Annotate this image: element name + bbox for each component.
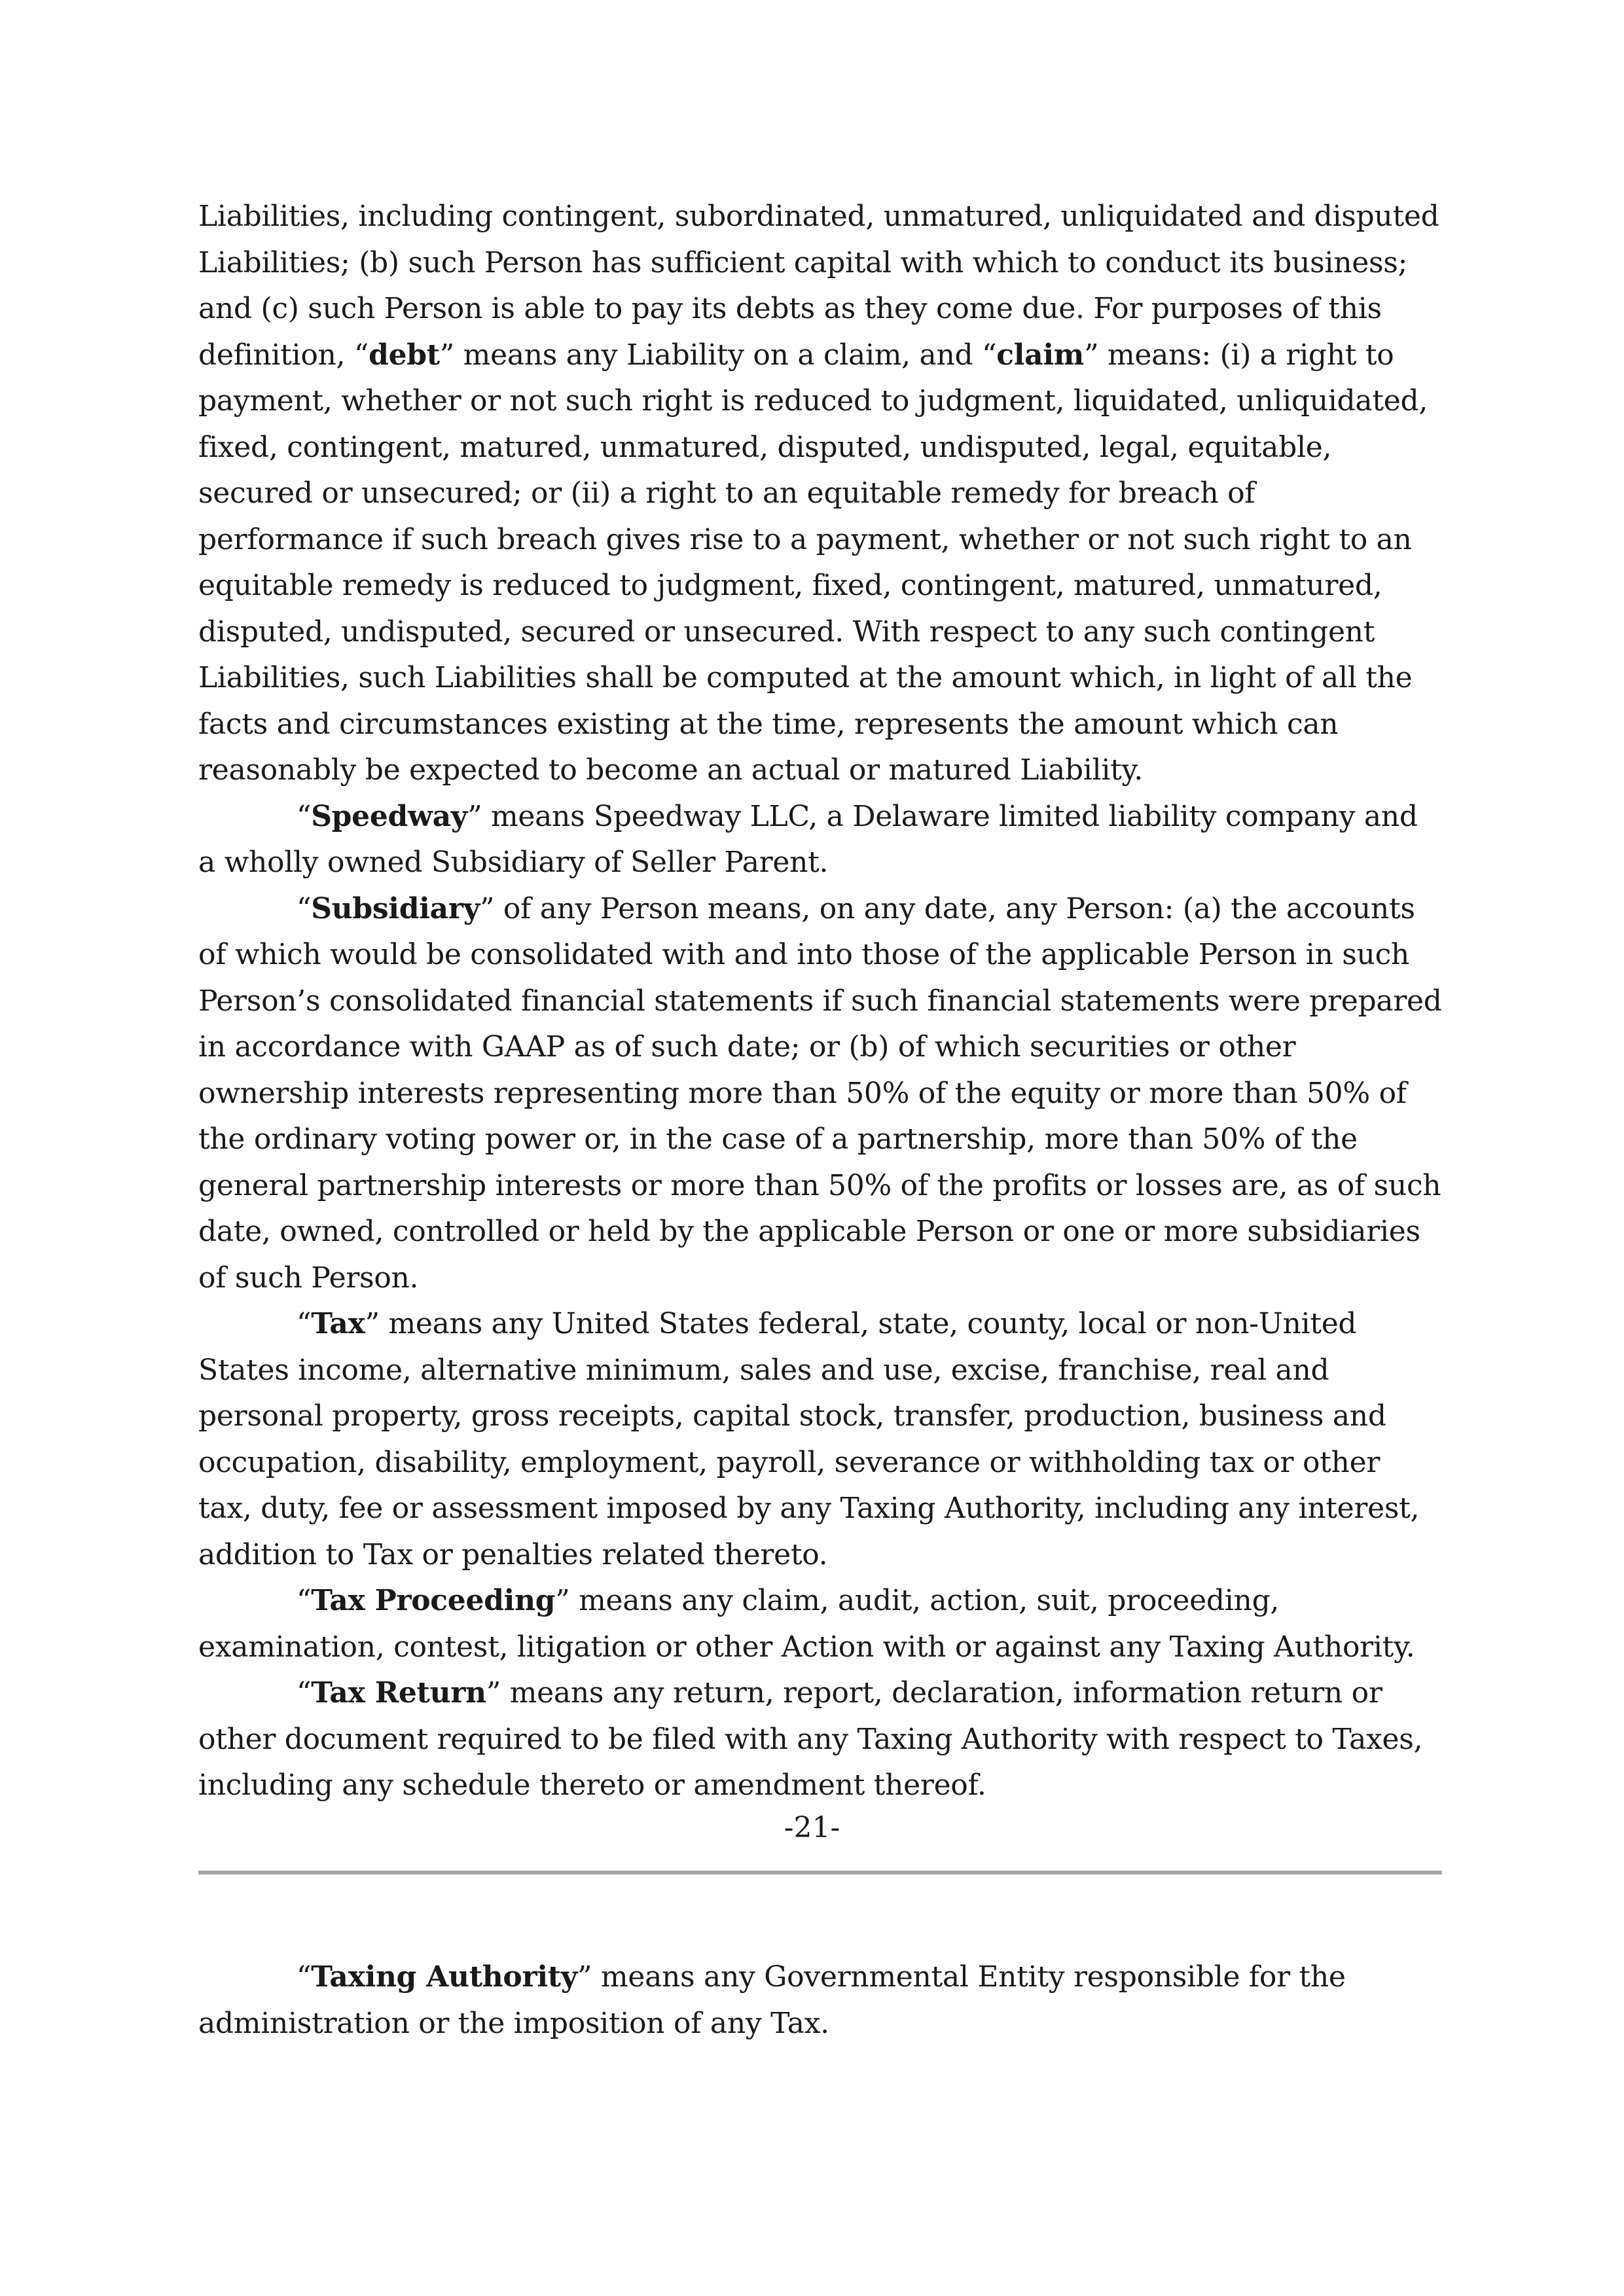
open-quote: “ [297, 1960, 312, 1994]
definition-tax [198, 1301, 1442, 1578]
open-quote: “ [297, 1307, 312, 1340]
paragraph-text: ” means any Liability on a claim, and “ [439, 338, 997, 372]
definition-body: ” of any Person means, on any date, any Person: (a) the accounts of which would be consolidated with and into those of the applicable Person in such Person’s consolidated financial statements if such financial statements were prepared in accordance with GAAP as of such date; or (b) of which securities or other ownership interests representing more than 50% of the equity or more than 50% of the ordinary voting power or, in the case of a partnership, more than 50% of the general partnership interests or more than 50% of the profits or losses are, as of such date, owned, controlled or held by the applicable Person or one or more subsidiaries of such Person. [198, 891, 1442, 1295]
defined-term-debt: debt [369, 338, 440, 372]
definition-tax-proceeding [198, 1578, 1442, 1670]
definition-body: ” means any claim, audit, action, suit, proceeding, examination, contest, litigation or other Action with or against any Taxing Authority. [198, 1584, 1415, 1664]
defined-term: Tax [311, 1307, 365, 1340]
page-top-text [198, 194, 1442, 1809]
paragraph-text: ” means: (i) a right to payment, whether or not such right is reduced to judgment, liquidated, unliquidated, fixed, contingent, matured, unmatured, disputed, undisputed, legal, equitable, secured or unsecured; or (ii) a right to an equitable remedy for breach of performance if such breach gives rise to a payment, whether or not such right to an equitable remedy is reduced to judgment, fixed, contingent, matured, unmatured, disputed, undisputed, secured or unsecured. With respect to any such contingent Liabilities, such Liabilities shall be computed at the amount which, in light of all the facts and circumstances existing at the time, represents the amount which can reasonably be expected to become an actual or matured Liability. [198, 338, 1428, 787]
definition-taxing-authority [198, 1954, 1442, 2047]
definition-body: ” means any Governmental Entity responsible for the administration or the imposition of any Tax. [198, 1960, 1346, 2040]
page-break-divider [198, 1871, 1442, 1874]
definition-body: ” means any return, report, declaration, information return or other document required to be filed with any Taxing Authority with respect to Taxes, including any schedule thereto or amendment thereof. [198, 1676, 1423, 1802]
defined-term: Taxing Authority [311, 1960, 578, 1994]
defined-term: Subsidiary [311, 891, 480, 925]
page-bottom-text [198, 1954, 1442, 2047]
continuation-paragraph [198, 194, 1442, 794]
defined-term: Tax Proceeding [311, 1584, 556, 1617]
definition-body: ” means Speedway LLC, a Delaware limited liability company and a wholly owned Subsidiary of Seller Parent. [198, 799, 1418, 879]
definition-subsidiary [198, 886, 1442, 1302]
paragraph-text: Liabilities, including contingent, subordinated, unmatured, unliquidated and disputed Liabilities; (b) such Person has sufficient capital with which to conduct its business; and (c) such Person is able to pay its debts as they come due. For purposes of this definition, “ [198, 200, 1439, 372]
open-quote: “ [297, 1676, 312, 1710]
open-quote: “ [297, 1584, 312, 1617]
open-quote: “ [297, 891, 312, 925]
defined-term: Tax Return [311, 1676, 486, 1710]
definition-tax-return [198, 1670, 1442, 1809]
definition-speedway [198, 794, 1442, 886]
defined-term-claim: claim [996, 338, 1085, 372]
definition-body: ” means any United States federal, state, county, local or non-United States income, alternative minimum, sales and use, excise, franchise, real and personal property, gross receipts, capital stock, transfer, production, business and occupation, disability, employment, payroll, severance or withholding tax or other tax, duty, fee or assessment imposed by any Taxing Authority, including any interest, addition to Tax or penalties related thereto. [198, 1307, 1420, 1571]
page-number: -21- [784, 1811, 840, 1844]
defined-term: Speedway [311, 799, 468, 833]
open-quote: “ [297, 799, 312, 833]
